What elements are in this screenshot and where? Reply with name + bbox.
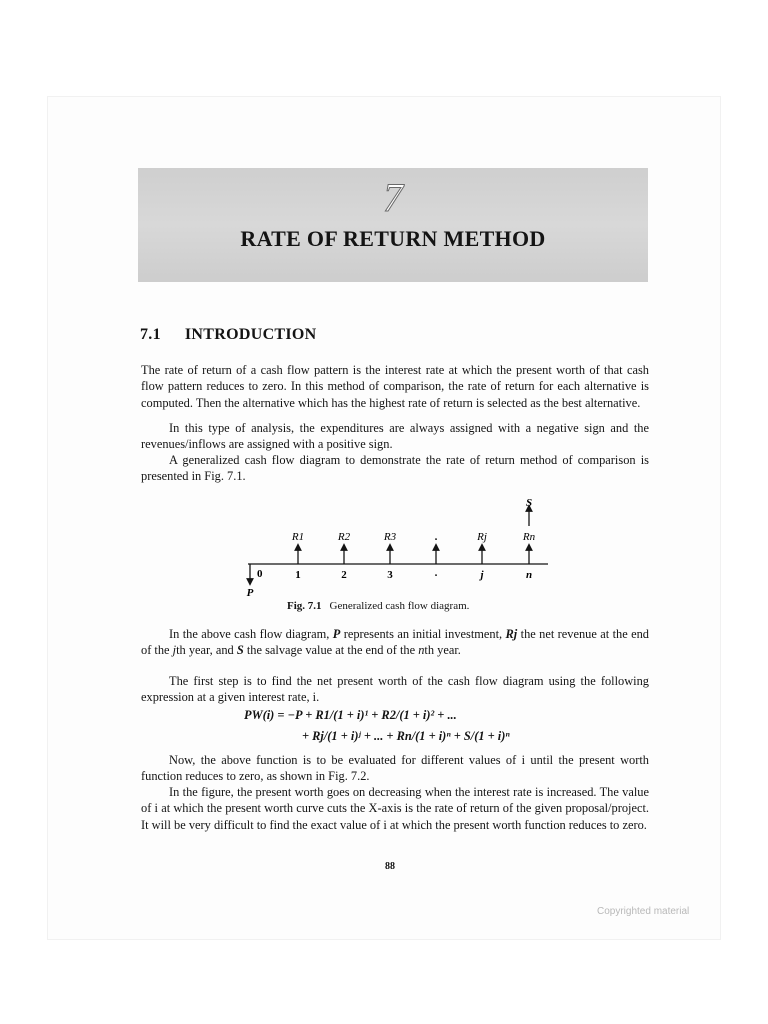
year-label-0: 0 [257,568,263,580]
year-label-n: n [525,569,533,581]
para4-text-2: represents an initial investment, [340,627,506,641]
figure-caption-text: Generalized cash flow diagram. [329,600,470,612]
revenue-label-j: Rj [477,531,487,543]
section-title: INTRODUCTION [184,326,317,343]
section-number: 7.1 [140,326,161,343]
chapter-banner [138,168,648,282]
paragraph-4 [141,626,649,659]
para4-symbol-j: j [172,643,177,658]
figure-caption-number: Fig. 7.1 [287,600,322,612]
page-number: 88 [385,861,395,872]
revenue-label-dot: . [434,531,438,543]
chapter-number: 7 [383,175,403,220]
paragraph-7: In the figure, the present worth goes on decreasing when the interest rate is increased. The value of i at which the present worth curve cuts the X-axis is the rate of return of the given proposal/project. It will be very difficult to find the exact value of i at which the present worth function reduces to zero. [141,785,649,832]
revenue-label-3: R3 [383,531,397,543]
cash-flow-diagram [230,492,570,602]
para4-symbol-n: n [418,643,425,658]
year-label-dot: . [434,567,438,579]
para4-text-6: th year. [424,643,461,658]
para4-text-5: the salvage value at the end of the [243,643,419,658]
year-label-j: j [480,569,484,581]
investment-label: P [246,587,254,599]
paragraph-6: Now, the above function is to be evaluated for different values of i until the present worth function reduces to zero, as shown in Fig. 7.2. [141,753,649,784]
paragraph-3: A generalized cash flow diagram to demonstrate the rate of return method of comparison is presented in Fig. 7.1. [141,453,649,484]
year-label-3: 3 [387,569,393,581]
year-label-1: 1 [295,569,301,581]
paragraph-1: The rate of return of a cash flow pattern is the interest rate at which the present worth of that cash flow pattern reduces to zero. In this method of comparison, the rate of return for each alternative is computed. Then the alternative which has the highest rate of return is selected as the best alternative. [141,363,649,410]
section-heading [140,326,317,344]
cash-flow-svg [230,492,570,602]
para4-symbol-rj: Rj [505,627,518,641]
equation-line-1: PW(i) = −P + R1/(1 + i)¹ + R2/(1 + i)² + ... [244,708,457,722]
para4-symbol-s: S [236,643,244,658]
copyright-watermark: Copyrighted material [597,906,690,917]
salvage-label: S [525,497,533,509]
equation-line-2: + Rj/(1 + i)ʲ + ... + Rn/(1 + i)ⁿ + S/(1 + i)ⁿ [302,729,510,743]
paragraph-5: The first step is to find the net present worth of the cash flow diagram using the following expression at a given interest rate, i. [141,674,649,705]
para4-text-3: the net revenue at the end of the [141,627,649,658]
revenue-label-n: Rn [522,531,536,543]
year-label-2: 2 [341,569,347,581]
para4-text-4: th year, and [176,643,237,658]
para4-symbol-p: P [332,627,341,641]
paragraph-2: In this type of analysis, the expenditures are always assigned with a negative sign and the revenues/inflows are assigned with a positive sign. [141,421,649,452]
figure-caption [287,600,469,612]
chapter-title: RATE OF RETURN METHOD [240,226,546,251]
revenue-label-1: R1 [291,531,305,543]
revenue-label-2: R2 [337,531,351,543]
para4-text-1: In the above cash flow diagram, [169,627,333,641]
